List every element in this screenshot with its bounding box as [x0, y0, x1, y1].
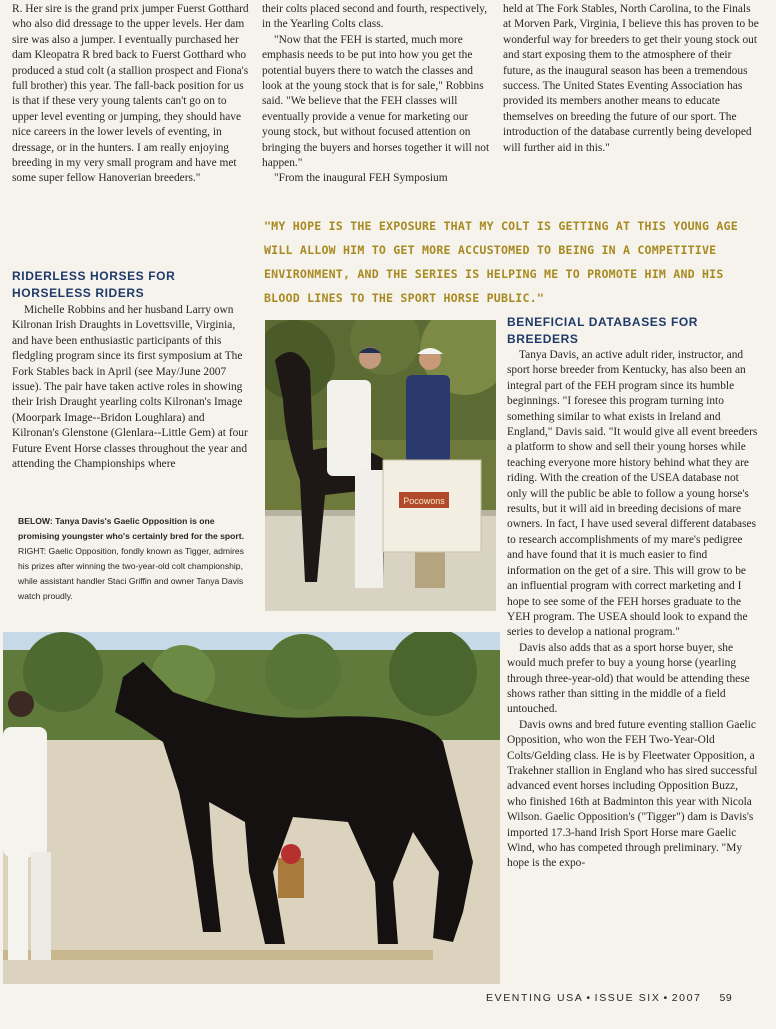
caption-rest: RIGHT: Gaelic Opposition, fondly known as Tigger, admires his prizes after winning the two-year-old colt championship, while assistant handler Staci Griffin and owner Tanya Davis watch proudly. [18, 546, 244, 601]
footer-sep-2: • [663, 992, 669, 1004]
column-1-paragraph: Michelle Robbins and her husband Larry own Kilronan Irish Draughts in Lovettsville, Virginia, and have been enthusiastic participants of this fledgling program since its first symposium at The Fork Stables back in April (see May/June 2007 issue). The pair have taken active roles in showing their Irish Draught yearling colts Kilronan's Image (Moorpark Image--Bridon Loughlara) and Kilronan's Glenstone (Glenlara--Little Gem) at four Future Event Horse classes throughout the year and attending the Championships where [12, 304, 248, 471]
pull-quote: "MY HOPE IS THE EXPOSURE THAT MY COLT IS GETTING AT THIS YOUNG AGE WILL ALLOW HIM TO GET MORE ACCUSTOMED TO BEING IN A COMPETITIVE ENVIRONMENT, AND THE SERIES IS HELPING ME TO PROMOTE HIM AND HIS BLOOD LINES TO THE SPORT HORSE PUBLIC." [264, 219, 738, 305]
caption-lead: BELOW: Tanya Davis's Gaelic Opposition is one promising youngster who's certainly bred for the sport. [18, 516, 244, 541]
column-3-body [507, 348, 759, 872]
photo-caption [18, 514, 254, 604]
column-1-body [12, 303, 252, 472]
photo-handlers-with-colt [265, 320, 496, 611]
column-1-top [12, 2, 252, 187]
footer-issue: ISSUE SIX [594, 992, 661, 1004]
heading-riderless-horses: RIDERLESS HORSES FOR HORSELESS RIDERS [12, 269, 176, 300]
column-3-p1: Tanya Davis, an active adult rider, instructor, and sport horse breeder from Kentucky, has also been an integral part of the FEH program since its humble beginnings. "I foresee this program turning into something similar to what exists in Ireland and England," Davis said. "It would give all event breeders a platform to show and sell their young horses while teaching everyone more history behind what they are riding. With the creation of the USEA database not only will the public be able to follow a young horse's results, but it will aid in breeding decisions of mare owners. In fact, I have used several different databases to research accomplishments of my mare's pedigree and have found that it is much easier to find information on the get of a sire. This will grow to be an influential program with correct marketing and I hope to see some of the FEH horses graduate to the YEH program. The USEA should look to expand the series to develop a national program." [507, 349, 758, 639]
footer-magazine: EVENTING USA [486, 992, 584, 1004]
photo-gaelic-opposition [3, 632, 500, 984]
column-3-top [503, 2, 761, 156]
column-3-p3: Davis owns and bred future eventing stallion Gaelic Opposition, who won the FEH Two-Year-Old Colts/Gelding class. He is by Fleetwater Opposition, a Trakehner stallion in England who has sired successful advanced event horses including Opposition Buzz, who finished 16th at Badminton this year with Nicola Wilson. Gaelic Opposition's ("Tigger") dam is Davis's imported 17.3-hand Irish Sport Horse mare Gaelic Wind, who has competed through preliminary. "My hope is the expo- [507, 718, 758, 870]
footer-year: 2007 [671, 992, 702, 1004]
page-number: 59 [719, 992, 733, 1004]
column-3-p2: Davis also adds that as a sport horse buyer, she would much prefer to buy a young horse (yearling through three-year-old) that would be attending these shows rather than sitting in the middle of a field untouched. [507, 641, 750, 716]
page-footer [486, 992, 748, 1004]
column-2-p2: "Now that the FEH is started, much more emphasis needs to be put into how you get the potential buyers there to watch the classes and look at the young stock that is for sale," Robbins said. "We believe that the FEH classes will eventually provide a venue for marketing our young stock, but without focused attention on bringing the buyers and horses together it will not happen." [262, 33, 490, 170]
prize-bag-label: Pocowons [403, 496, 445, 506]
column-2 [262, 2, 494, 187]
column-1-top-text: R. Her sire is the grand prix jumper Fuerst Gotthard who also did dressage to the upper levels. Her dam sire was also a jumper. I eventually purchased her dam Kleopatra R bred back to Fuerst Gotthard who produced a stud colt (a stallion prospect and Fiona's full brother) this year. The fall-back position for us is that if these very young talents can't go on to upper level eventing or jumping, they should have nice careers in the lower levels of eventing, in dressage, or in the hunters. I am really enjoying breeding in my very small program and have met some super fellow Hanoverian breeders." [12, 3, 249, 185]
column-2-p1: their colts placed second and fourth, respectively, in the Yearling Colts class. [262, 3, 488, 31]
column-3-top-text: held at The Fork Stables, North Carolina, to the Finals at Morven Park, Virginia, I believe this has proven to be wonderful way for breeders to get their young stock out and start exposing them to the atmosphere of their future, as the inaugural season has been a tremendous success. The United States Eventing Association has provided its members another means to educate themselves on breeding the future of our sport. The introduction of the database currently being developed will further aid in this." [503, 3, 759, 154]
column-2-p3: "From the inaugural FEH Symposium [274, 172, 448, 185]
heading-beneficial-databases: BENEFICIAL DATABASES FOR BREEDERS [507, 315, 699, 346]
footer-sep-1: • [586, 992, 592, 1004]
